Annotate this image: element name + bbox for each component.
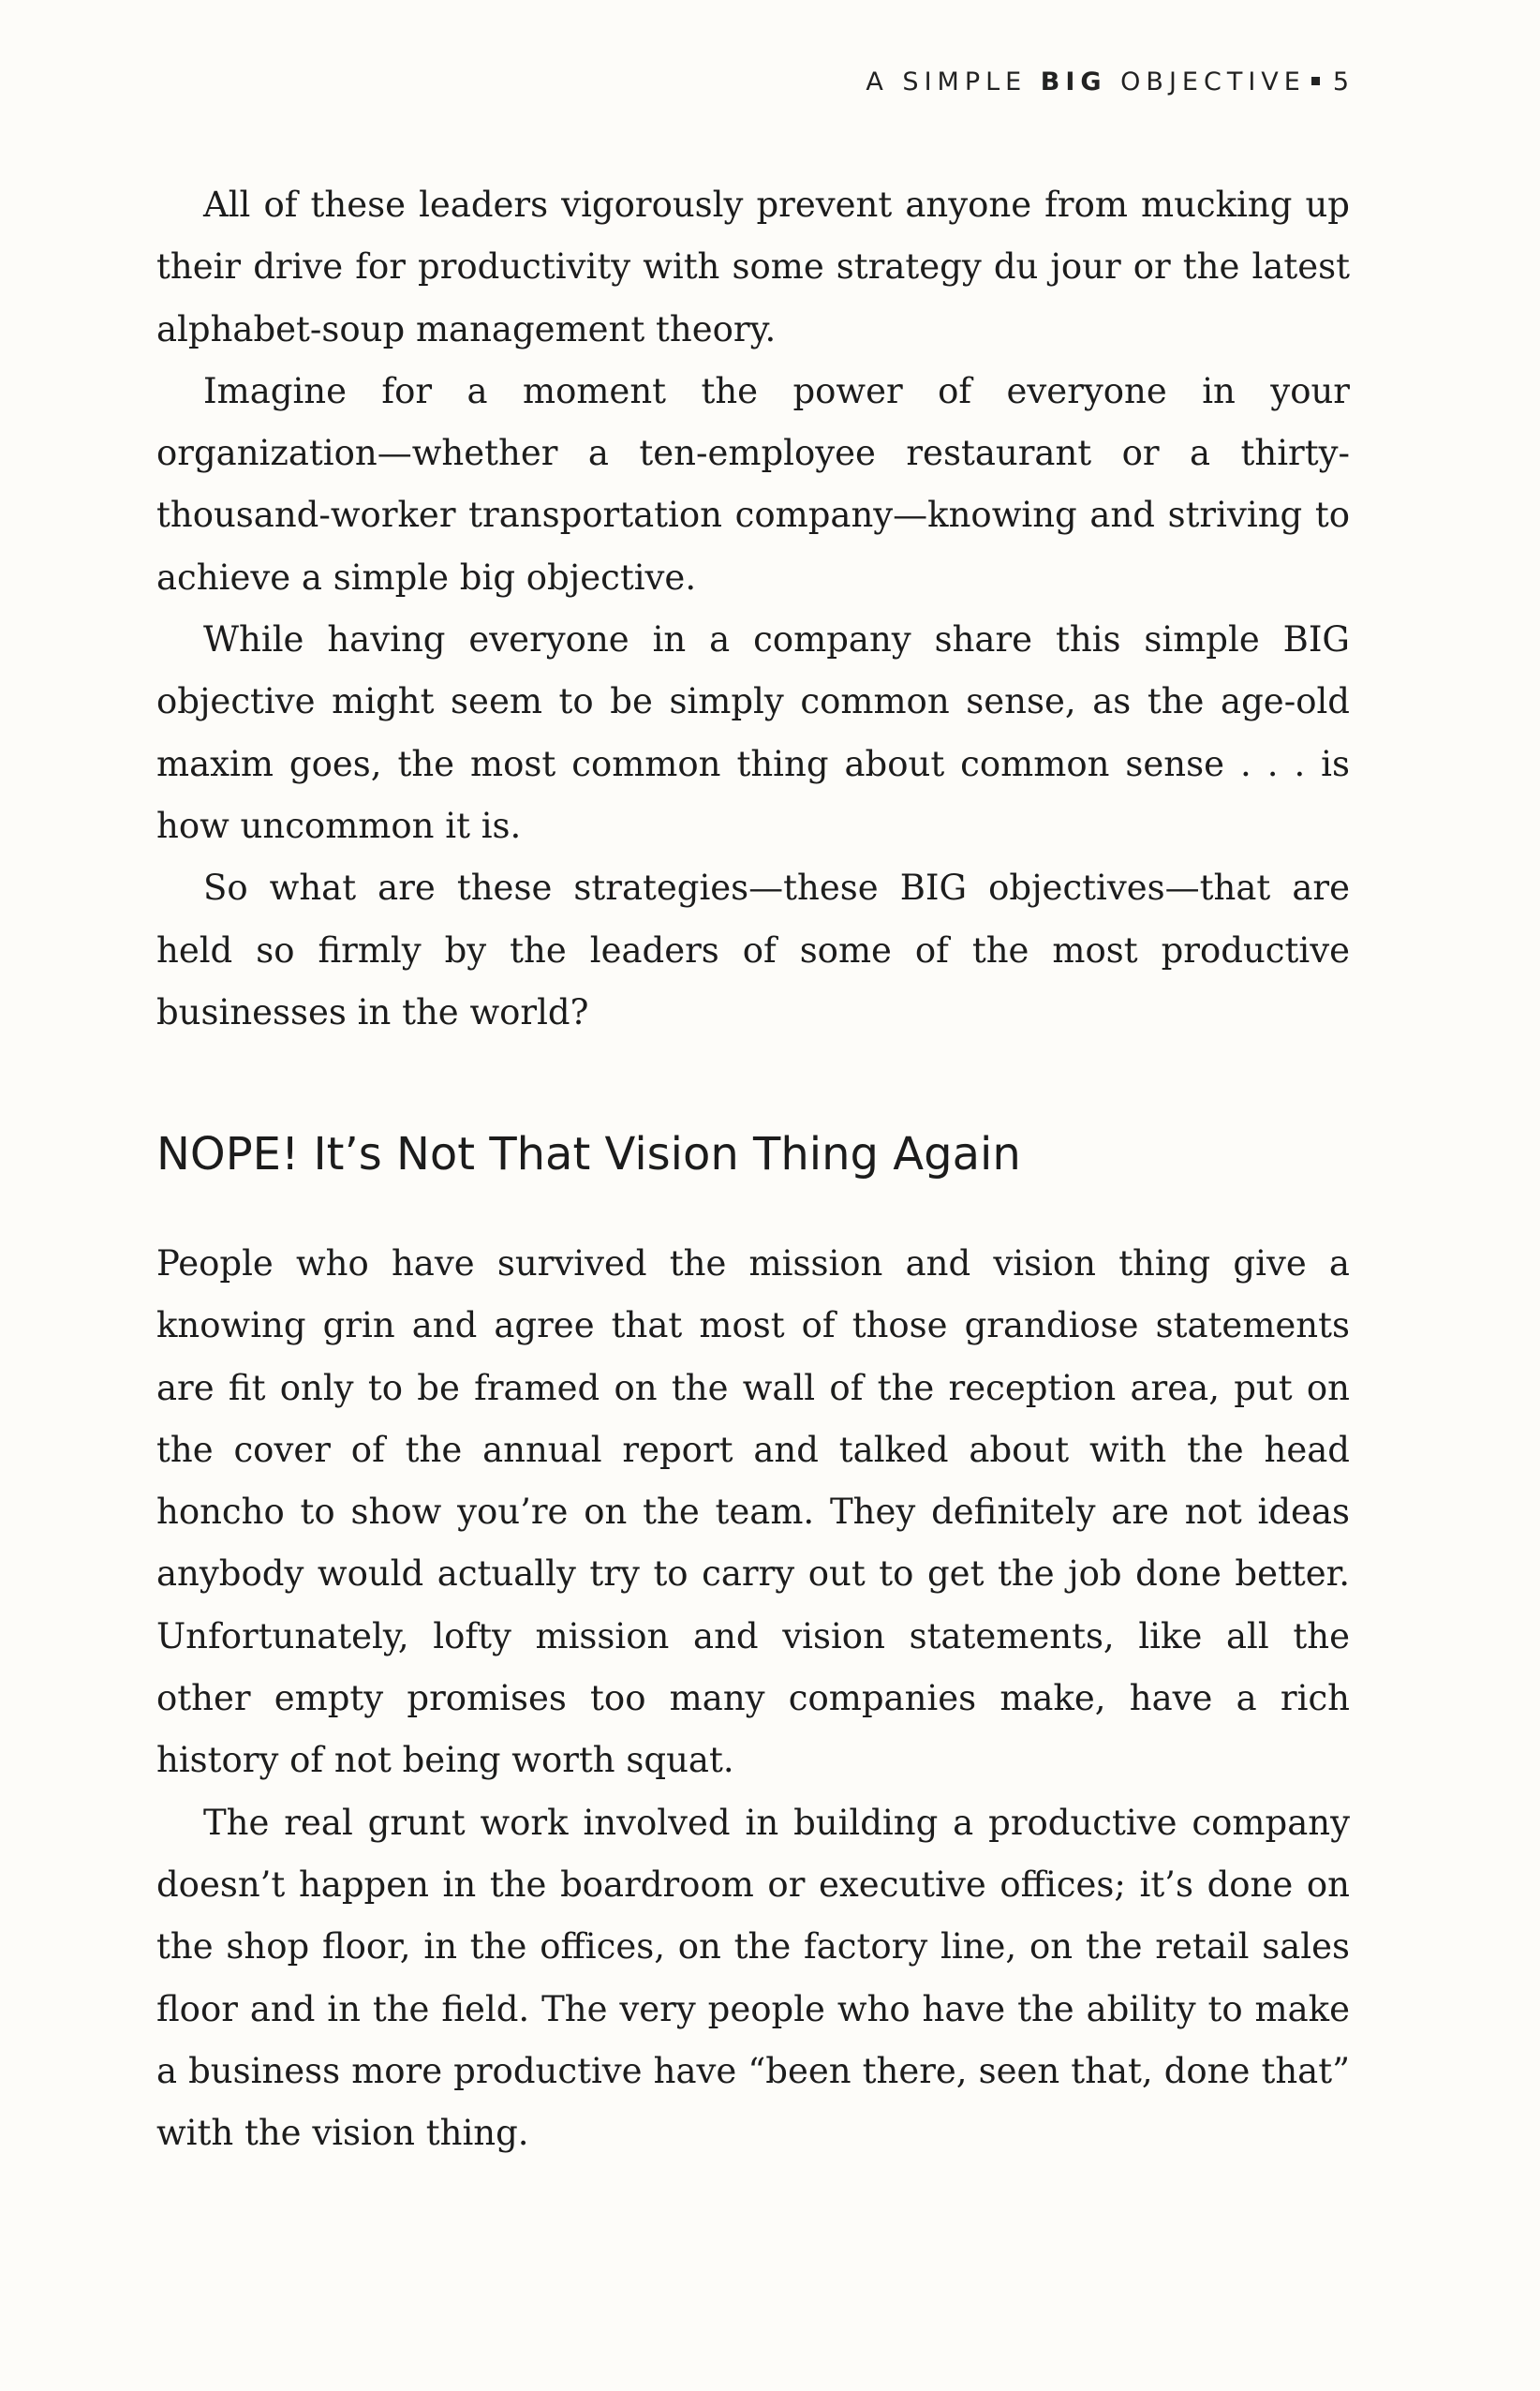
paragraph: The real grunt work involved in building a productive company doesn’t happen in the boardroom or executive offices; it’s done on the shop floor, in the offices, on the factory line, on the retail sales floor and in the field. The very people who have the ability to make a business more productive have “been there, seen that, done that” with the vision thing. <box>156 1802 1350 2154</box>
paragraph: Imagine for a moment the power of everyone in your organization—whether a ten-employee restaurant or a thirty-thousand-worker transportation company—knowing and striving to achieve a simple big objective. <box>156 370 1350 598</box>
section-text <box>156 1233 1350 2164</box>
paragraph: People who have survived the mission and vision thing give a knowing grin and agree that most of those grandiose statements are fit only to be framed on the wall of the reception area, put on the cover of the annual report and talked about with the head honcho to show you’re on the team. They definitely are not ideas anybody would actually try to carry out to get the job done better. Unfortunately, lofty mission and vision statements, like all the other empty promises too many companies make, have a rich history of not being worth squat. <box>156 1243 1350 1781</box>
page-number: 5 <box>1332 67 1355 97</box>
running-head <box>866 67 1355 97</box>
paragraph: While having everyone in a company share this simple BIG objective might seem to be simply common sense, as the age-old maxim goes, the most common thing about common sense . . . is how uncommon it is. <box>156 619 1350 846</box>
separator-bullet-icon <box>1311 77 1320 85</box>
running-head-title-start: A SIMPLE <box>866 67 1041 97</box>
running-head-title-end: OBJECTIVE <box>1106 67 1306 97</box>
paragraph: So what are these strategies—these BIG objectives—that are held so firmly by the leaders of some of the most productive businesses in the world? <box>156 868 1350 1032</box>
running-head-title-bold: BIG <box>1040 67 1107 97</box>
intro-text <box>156 174 1350 1044</box>
section-heading: NOPE! It’s Not That Vision Thing Again <box>156 1128 1021 1181</box>
paragraph: All of these leaders vigorously prevent anyone from mucking up their drive for productivity with some strategy du jour or the latest alphabet-soup management theory. <box>156 185 1350 349</box>
